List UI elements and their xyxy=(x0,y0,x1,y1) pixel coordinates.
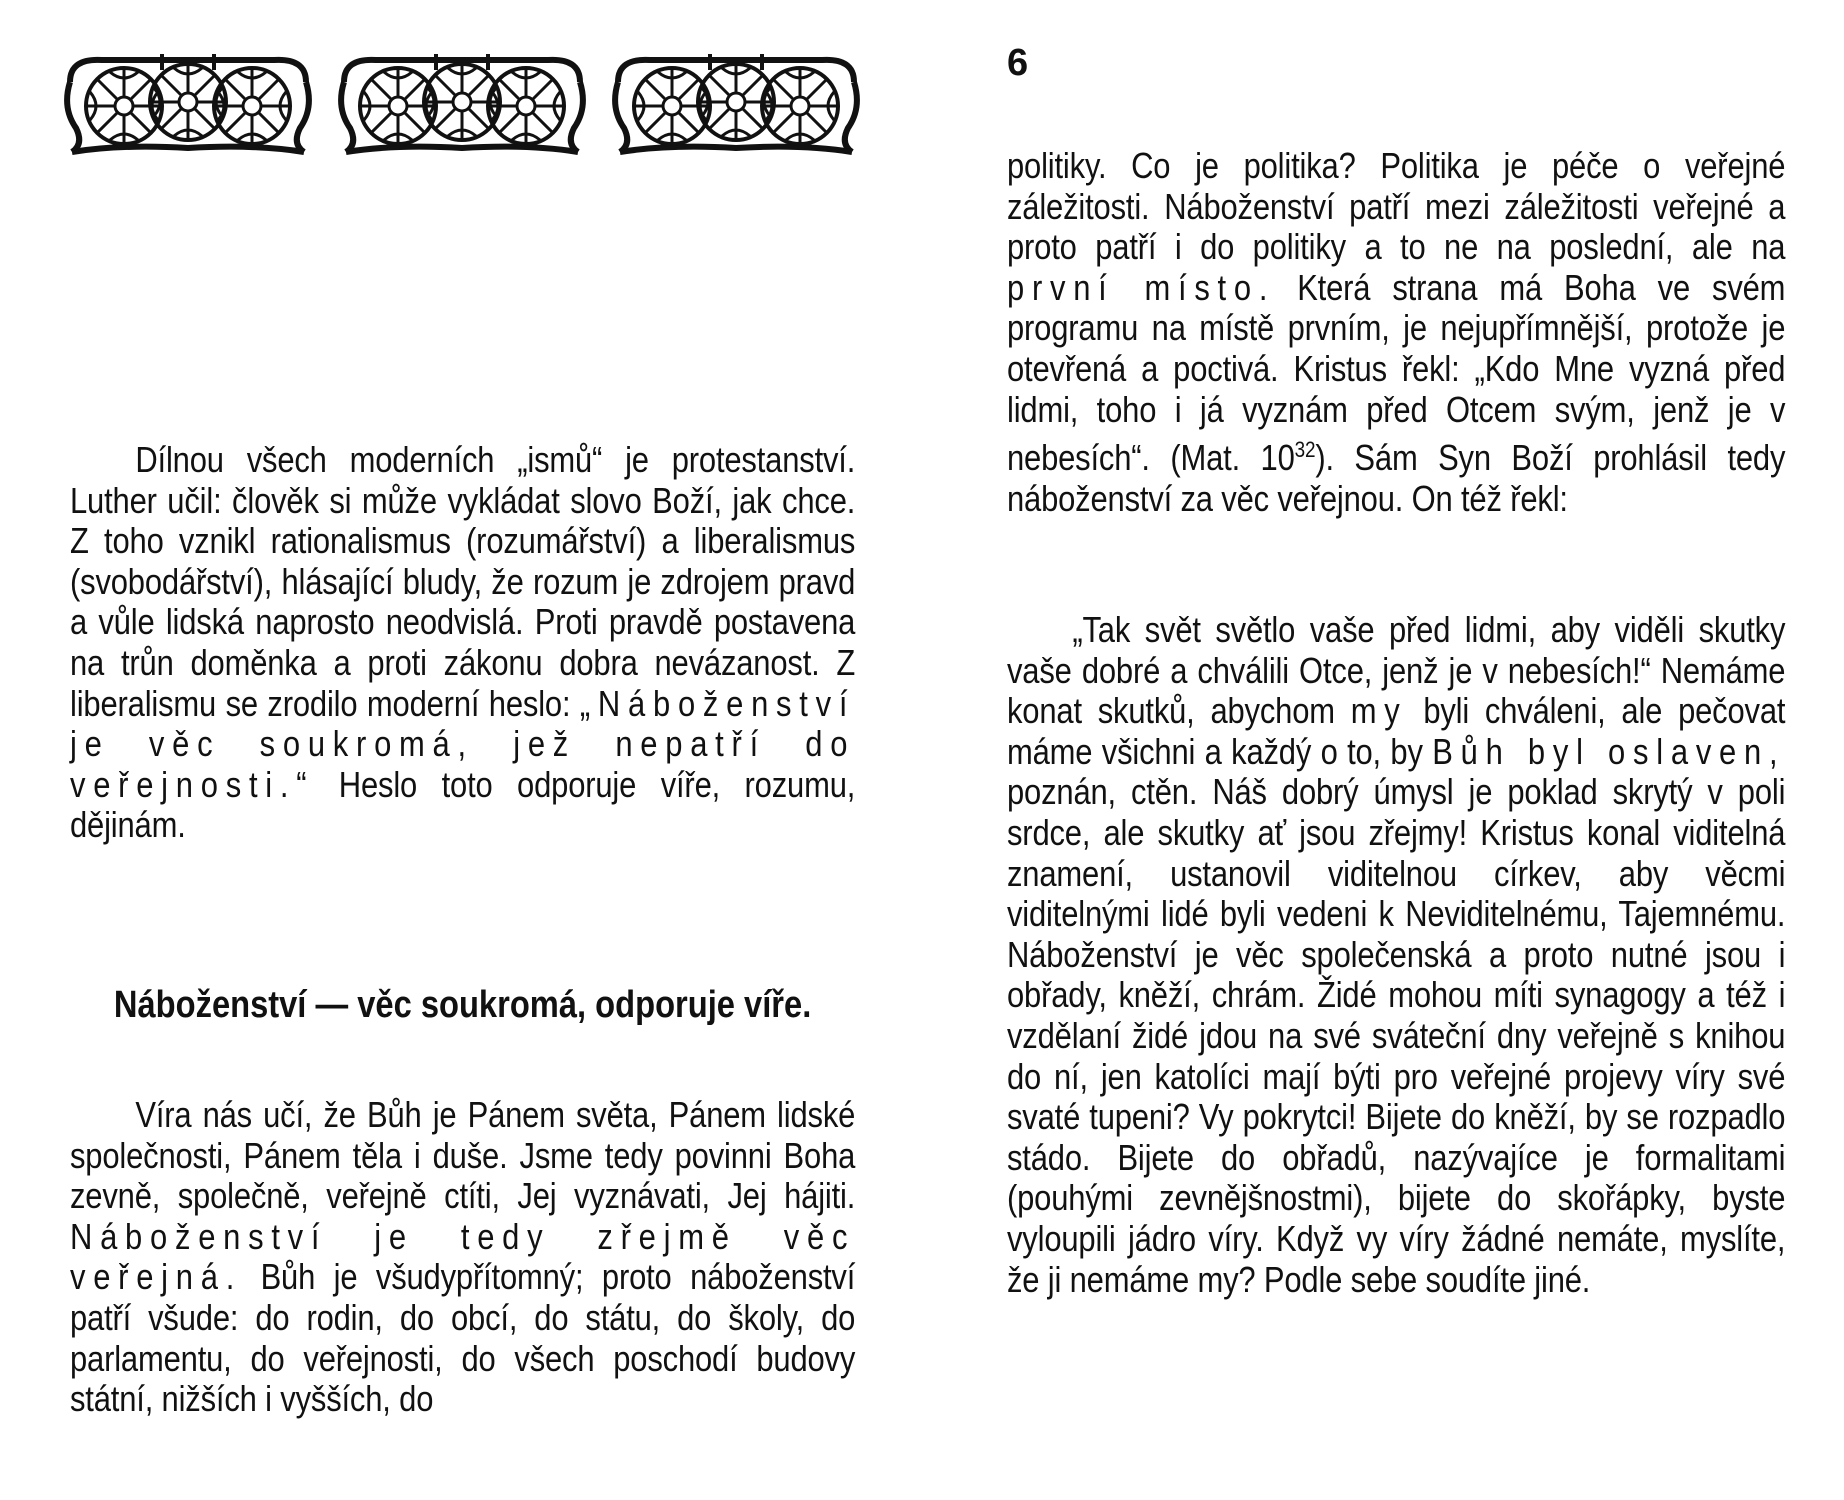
text-run: poznán, ctěn. Náš dobrý úmysl je poklad skrytý v poli srdce, ale skutky ať jsou zřejmy! Kristus konal viditelná znamení, ustanovil viditelnou církev, aby věcmi viditelnými lidé byli vedeni k Neviditelnému, Tajemnému. Náboženství je věc společenská a proto nutné jsou i obřady, kněží, chrám. Židé mohou míti synagogy a též i vzdělaní židé jdou na své sváteční dny veřejně s knihou do ní, jen katolíci mají býti pro veřejné projevy víry své svaté tupeni? Vy pokrytci! Bijete do kněží, by se rozpadlo stádo. Bijete do obřadů, nazývajíce je formalitami (pouhými zevnějšnostmi), bijete do skořápky, byste vyloupili jádro víry. Když vy víry žádné nemáte, myslíte, že ji nemáme my? Podle sebe soudíte jiné. xyxy=(1007,771,1786,1300)
header-ornament-band xyxy=(62,48,862,158)
text-run: Která strana má Boha ve svém programu na místě prvním, je nejupřímnější, protože je otevřená a poctivá. Kristus řekl: „Kdo Mne vyzná před lidmi, toho i já vyznám před Otcem svým, jenž je v nebesích“. (Mat. 10 xyxy=(1007,266,1786,479)
text-run: byli chváleni, ale pečovat máme všichni a každý o to, by xyxy=(1007,690,1786,772)
left-paragraph-2 xyxy=(70,1095,855,1420)
emphasis-spaced: my xyxy=(1350,690,1408,732)
right-paragraph-1 xyxy=(1007,146,1785,519)
emphasis-spaced: Bůh byl oslaven, xyxy=(1432,730,1786,772)
footnote-reference: 32 xyxy=(1294,437,1316,463)
section-heading: Náboženství — věc soukromá, odporuje víře. xyxy=(113,984,812,1026)
page-number: 6 xyxy=(1007,42,1029,84)
text-run: Heslo toto odporuje víře, rozumu, dějinám. xyxy=(70,763,856,846)
right-paragraph-2 xyxy=(1007,610,1785,1300)
text-run: „Tak svět světlo vaše před lidmi, aby viděli skutky vaše dobré a chválili Otce, jenž je v nebesích!“ Nemáme konat skutků, abychom xyxy=(1007,609,1786,732)
text-run: Bůh je všudypřítomný; proto náboženství patří všude: do rodin, do obcí, do státu, do školy, do parlamentu, do veřejnosti, do všech poschodí budovy státní, nižších i vyšších, do xyxy=(70,1256,856,1420)
text-run: Víra nás učí, že Bůh je Pánem světa, Pánem lidské společnosti, Pánem těla i duše. Jsme tedy povinni Boha zevně, společně, veřejně ctíti, Jej vyznávati, Jej hájiti. xyxy=(70,1094,856,1217)
emphasis-spaced: první místo. xyxy=(1007,266,1276,308)
text-run: politiky. Co je politika? Politika je péče o veřejné záležitosti. Náboženství patří mezi záležitosti veřejné a proto patří i do politiky a to ne na poslední, ale na xyxy=(1007,145,1786,268)
ornament-icon xyxy=(610,48,862,158)
left-paragraph-1 xyxy=(70,440,855,846)
right-page xyxy=(922,0,1844,1500)
text-run: Dílnou všech moderních „ismů“ je protestanství. Luther učil: člověk si může vykládat slovo Boží, jak chce. Z toho vznikl rationalismus (rozumářství) a liberalismus (svobodářství), hlásající bludy, že rozum je zdrojem pravd a vůle lidská naprosto neodvislá. Proti pravdě postavena na trůn doměnka a proti zákonu dobra nevázanost. Z liberalismu se zrodilo moderní heslo: xyxy=(70,439,856,724)
ornament-icon xyxy=(336,48,588,158)
emphasis-spaced: „Náboženství je věc soukromá, jež nepatří do veřejnosti.“ xyxy=(70,682,856,805)
ornament-icon xyxy=(62,48,314,158)
emphasis-spaced: Náboženství je tedy zřejmě věc veřejná. xyxy=(70,1215,856,1298)
text-run: ). Sám Syn Boží prohlásil tedy náboženství za věc veřejnou. On též řekl: xyxy=(1007,437,1786,519)
